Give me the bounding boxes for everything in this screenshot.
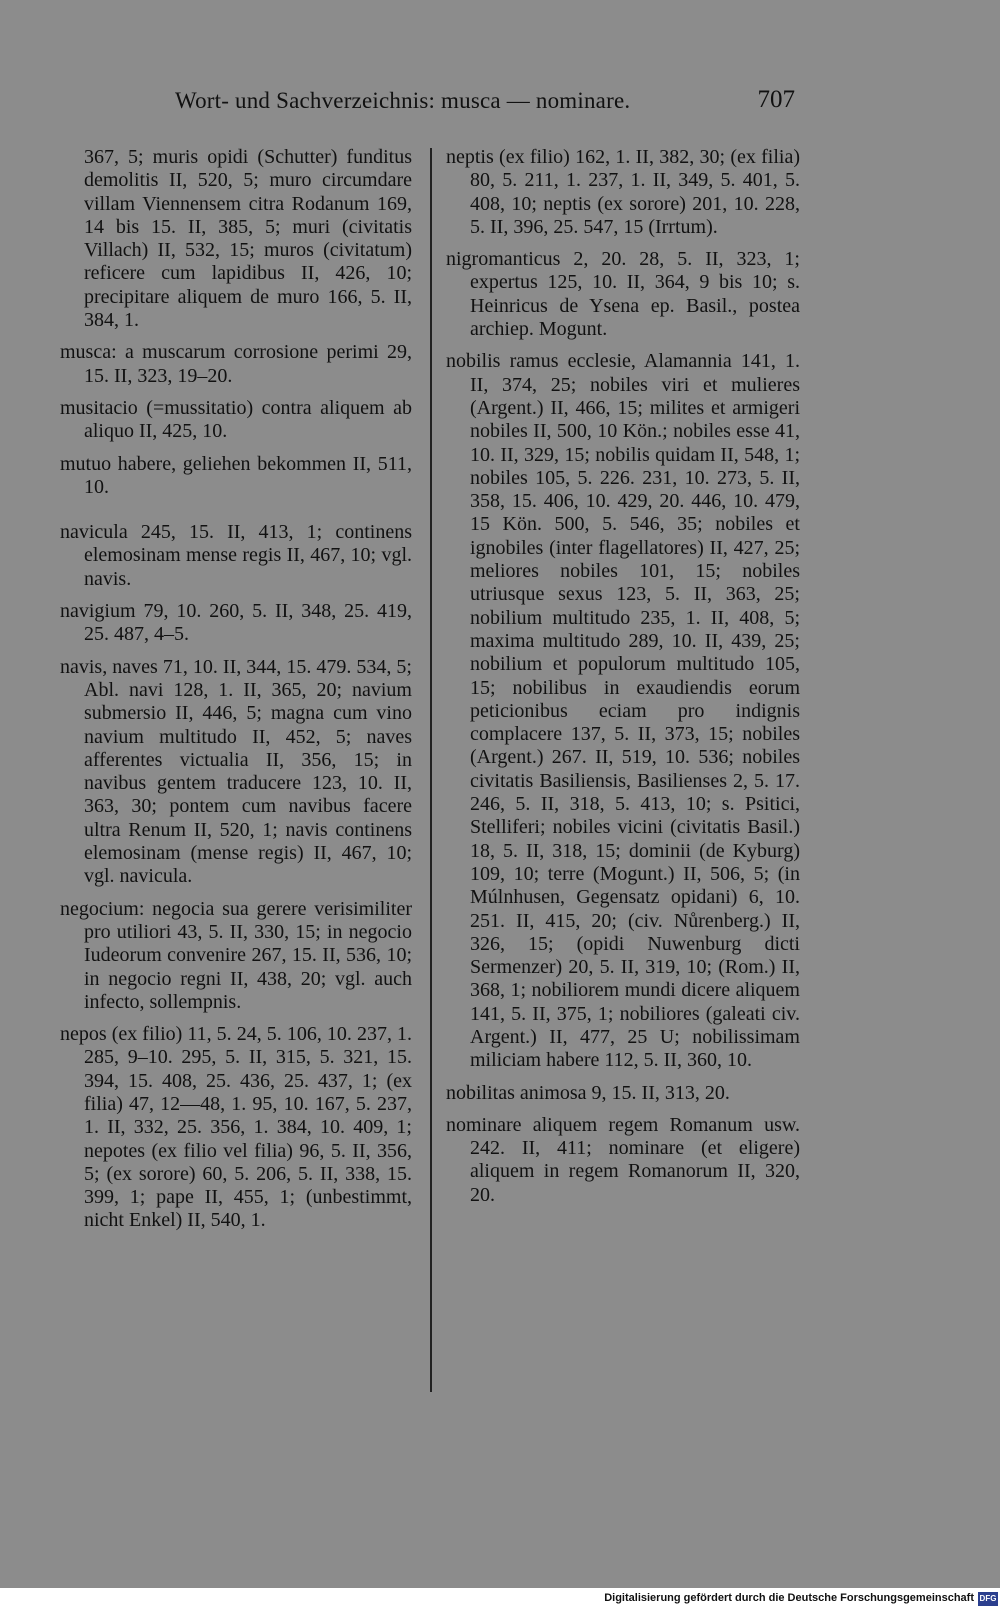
dfg-logo-icon: DFG [978,1592,998,1606]
funding-credit: Digitalisierung gefördert durch die Deutsche Forschungsgemeinschaft [604,1592,974,1604]
digitization-footer [0,1588,1000,1611]
index-entry: musca: a muscarum corrosione perimi 29, 15. II, 323, 19–20. [60,341,412,387]
index-entry: negocium: negocia sua gerere verisimiliter pro utiliori 43, 5. II, 330, 15; in negocio Iudeorum convenire 267, 15. II, 536, 10; in negocio regni II, 438, 20; vgl. auch infecto, sollempnis. [60,897,412,1013]
left-column [60,146,412,1242]
right-column [446,146,800,1216]
index-entry: navigium 79, 10. 260, 5. II, 348, 25. 419, 25. 487, 4–5. [60,600,412,646]
index-entry: 367, 5; muris opidi (Schutter) funditus demolitis II, 520, 5; muro circumdare villam Viennensem citra Rodanum 169, 14 bis 15. II, 385, 5; muri (civitatis Villach) II, 532, 15; muros (civitatum) reficere cum lapidibus II, 426, 10; precipitare aliquem de muro 166, 5. II, 384, 1. [84,146,412,332]
index-entry: musitacio (=mussitatio) contra aliquem ab aliquo II, 425, 10. [60,396,412,443]
index-entry: nigromanticus 2, 20. 28, 5. II, 323, 1; expertus 125, 10. II, 364, 9 bis 10; s. Heinricus de Ysena ep. Basil., postea archiep. Mogunt. [446,248,800,341]
index-entry: nobilis ramus ecclesie, Alamannia 141, 1. II, 374, 25; nobiles viri et mulieres (Argent.) II, 466, 15; milites et armigeri nobiles II, 500, 10 Kön.; nobiles esse 41, 10. II, 329, 15; nobilis quidam II, 548, 1; nobiles 105, 5. 226. 231, 10. 273, 5. II, 358, 15. 406, 10. 429, 20. 446, 10. 479, 15 Kön. 500, 5. 546, 35; nobiles et ignobiles (inter flagellatores) II, 427, 25; meliores nobiles 101, 15; nobiles utriusque sexus 123, 5. II, 363, 25; nobilium multitudo 235, 1. II, 408, 5; maxima multitudo 289, 10. II, 439, 25; nobilium et populorum multitudo 105, 15; nobilibus in exaudiendis eorum peticionibus eciam pro indignis complacere 137, 5. II, 373, 15; nobiles (Argent.) 267. II, 519, 10. 536; nobiles civitatis Basiliensis, Basilienses 2, 5. 17. 246, 5. II, 318, 5. 413, 10; s. Psitici, Stelliferi; nobiles vicini (civitatis Basil.) 18, 5. II, 318, 15; dominii (de Kyburg) 109, 10; terre (Mogunt.) II, 506, 5; (in Múlnhusen, Gegensatz opidani) 6, 10. 251. II, 415, 20; (civ. Nůrenberg.) II, 326, 15; (opidi Nuwenburg dicti Sermenzer) 20, 5. II, 319, 10; (Rom.) II, 368, 1; nobiliorem mundi dicere aliquem 141, 5. II, 375, 1; nobiliores (galeati civ. Argent.) II, 477, 25 U; nobilissimam miliciam habere 112, 5. II, 360, 10. [446,350,800,1072]
index-entry: nominare aliquem regem Romanum usw. 242. II, 411; nominare (et eligere) aliquem in regem Romanorum II, 320, 20. [446,1113,800,1206]
index-entry: nepos (ex filio) 11, 5. 24, 5. 106, 10. 237, 1. 285, 9–10. 295, 5. II, 315, 5. 321, 15. 394, 15. 408, 25. 436, 25. 437, 1; (ex filia) 47, 12—48, 1. 95, 10. 167, 5. 237, 1. II, 332, 25. 356, 1. 384, 10. 409, 1; nepotes (ex filio vel filia) 96, 5. II, 356, 5; (ex sorore) 60, 5. 206, 5. II, 338, 15. 399, 1; pape II, 455, 1; (unbestimmt, nicht Enkel) II, 540, 1. [60,1023,412,1232]
running-title: Wort- und Sachverzeichnis: musca — nominare. [175,88,631,113]
index-entry: navicula 245, 15. II, 413, 1; continens elemosinam mense regis II, 467, 10; vgl. navis. [60,521,412,590]
column-divider [430,148,432,1392]
page-number: 707 [757,86,795,113]
index-entry: navis, naves 71, 10. II, 344, 15. 479. 534, 5; Abl. navi 128, 1. II, 365, 20; navium submersio II, 446, 5; magna cum vino navium multitudo II, 452, 5; naves afferentes victualia II, 356, 15; in navibus gentem traducere 123, 10. II, 363, 30; pontem cum navibus facere ultra Renum II, 520, 1; navis continens elemosinam (mense regis) II, 467, 10; vgl. navicula. [60,655,412,888]
index-entry: mutuo habere, geliehen bekommen II, 511, 10. [60,452,412,498]
index-entry: neptis (ex filio) 162, 1. II, 382, 30; (ex filia) 80, 5. 211, 1. 237, 1. II, 349, 5. 401, 5. 408, 10; neptis (ex sorore) 201, 10. 228, 5. II, 396, 25. 547, 15 (Irrtum). [446,146,800,238]
page-header [175,88,795,118]
index-entry: nobilitas animosa 9, 15. II, 313, 20. [446,1081,730,1104]
